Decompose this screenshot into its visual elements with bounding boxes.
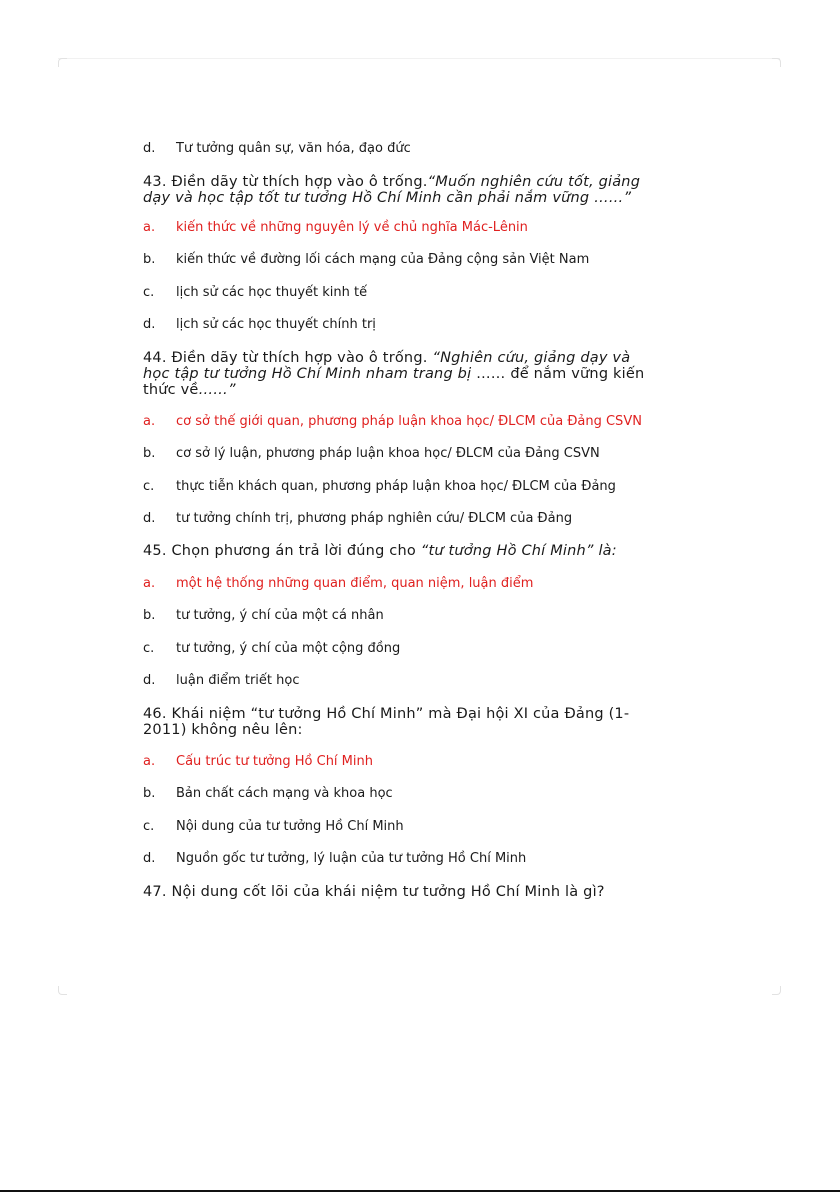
option-letter: c.: [143, 285, 155, 300]
question-text: 46.: [143, 706, 167, 722]
option-text: cơ sở thế giới quan, phương pháp luận khoa học/ ĐLCM của Đảng CSVN: [176, 414, 642, 429]
page-corner-top-left: [58, 58, 67, 67]
question-text: dạy và học tập tốt tư tưởng Hồ Chí Minh cần phải nắm vững ……”: [143, 190, 632, 206]
option-letter: b.: [143, 446, 156, 461]
option-letter: d.: [143, 317, 156, 332]
option-text: kiến thức về đường lối cách mạng của Đảng cộng sản Việt Nam: [176, 252, 590, 267]
question-text: Khái niệm “tư tưởng Hồ Chí Minh” mà Đại hội XI của Đảng (1-: [171, 706, 630, 722]
question-text: Điền dãy từ thích hợp vào ô trống.: [171, 350, 428, 366]
option-text: lịch sử các học thuyết kinh tế: [176, 285, 368, 300]
question-text: Nội dung cốt lõi của khái niệm tư tưởng Hồ Chí Minh là gì?: [171, 884, 605, 900]
option-letter: c.: [143, 641, 155, 656]
question-text: 43.: [143, 174, 167, 190]
question-text: Điền dãy từ thích hợp vào ô trống.: [171, 174, 428, 190]
page-corner-bottom-right: [772, 986, 781, 995]
question-text: 45.: [143, 543, 167, 559]
question-text: “Muốn nghiên cứu tốt, giảng: [427, 174, 641, 190]
option-text: lịch sử các học thuyết chính trị: [176, 317, 376, 332]
option-letter: d.: [143, 851, 156, 866]
option-letter: a.: [143, 414, 156, 429]
option-letter: a.: [143, 754, 156, 769]
question-text: …… để nắm vững kiến: [471, 366, 645, 382]
option-text: tư tưởng, ý chí của một cá nhân: [176, 608, 384, 623]
option-text: luận điểm triết học: [176, 673, 300, 688]
option-text: thực tiễn khách quan, phương pháp luận khoa học/ ĐLCM của Đảng: [176, 479, 616, 494]
option-letter: d.: [143, 141, 156, 156]
question-text: Chọn phương án trả lời đúng cho: [171, 543, 421, 559]
option-letter: a.: [143, 576, 156, 591]
page-corner-bottom-left: [58, 986, 67, 995]
option-text: Bản chất cách mạng và khoa học: [176, 786, 393, 801]
option-text: kiến thức về những nguyên lý về chủ nghĩa Mác-Lênin: [176, 220, 528, 235]
option-letter: a.: [143, 220, 156, 235]
question-text: học tập tư tưởng Hồ Chí Minh nham trang bị: [143, 366, 472, 382]
option-text: Nguồn gốc tư tưởng, lý luận của tư tưởng Hồ Chí Minh: [176, 851, 527, 866]
option-letter: d.: [143, 511, 156, 526]
option-text: Nội dung của tư tưởng Hồ Chí Minh: [176, 819, 404, 834]
option-text: tư tưởng chính trị, phương pháp nghiên cứu/ ĐLCM của Đảng: [176, 511, 573, 526]
question-text: 47.: [143, 884, 167, 900]
question-text: “Nghiên cứu, giảng dạy và: [432, 350, 631, 366]
page-corner-top-right: [772, 58, 781, 67]
question-text: thức về: [143, 382, 199, 398]
option-text: Tư tưởng quân sự, văn hóa, đạo đức: [176, 141, 411, 156]
question-text: ……”: [198, 382, 236, 398]
option-letter: c.: [143, 819, 155, 834]
option-letter: b.: [143, 786, 156, 801]
option-text: Cấu trúc tư tưởng Hồ Chí Minh: [176, 754, 373, 769]
question-text: “tư tưởng Hồ Chí Minh” là:: [420, 543, 617, 559]
question-text: 2011) không nêu lên:: [143, 722, 303, 738]
option-text: cơ sở lý luận, phương pháp luận khoa học/ ĐLCM của Đảng CSVN: [176, 446, 600, 461]
option-letter: b.: [143, 608, 156, 623]
option-letter: c.: [143, 479, 155, 494]
question-text: 44.: [143, 350, 167, 366]
option-text: tư tưởng, ý chí của một cộng đồng: [176, 641, 401, 656]
option-text: một hệ thống những quan điểm, quan niệm, luận điểm: [176, 576, 534, 591]
option-letter: b.: [143, 252, 156, 267]
option-letter: d.: [143, 673, 156, 688]
